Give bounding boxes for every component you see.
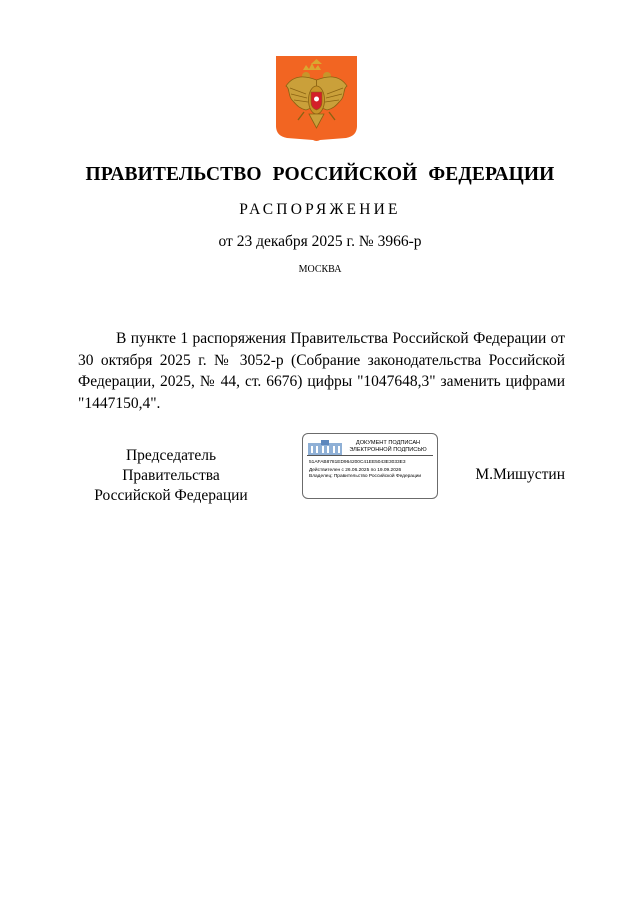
document-date-number: от 23 декабря 2025 г. № 3966-р: [218, 233, 422, 250]
russian-coat-of-arms-icon: [276, 56, 357, 142]
stamp-heading-line2: ЭЛЕКТРОННОЙ ПОДПИСЬЮ: [349, 447, 427, 453]
stamp-details: [309, 468, 435, 480]
stamp-certificate: 51AFAB8781ED964200C41EE5043E3033E3: [309, 460, 406, 465]
signer-name: М.Мишустин: [475, 466, 565, 483]
stamp-divider: [307, 455, 433, 456]
stamp-owner: Владелец: Правительство Российской Федерации: [309, 474, 422, 479]
city: МОСКВА: [298, 264, 342, 275]
stamp-heading-line1: ДОКУМЕНТ ПОДПИСАН: [355, 440, 421, 446]
document-type: РАСПОРЯЖЕНИЕ: [239, 201, 401, 218]
government-building-icon: [308, 440, 342, 455]
signer-title: [78, 446, 264, 506]
electronic-signature-stamp: [302, 433, 438, 499]
signer-title-line2: Российской Федерации: [94, 487, 248, 504]
government-title: ПРАВИТЕЛЬСТВО РОССИЙСКОЙ ФЕДЕРАЦИИ: [85, 164, 555, 185]
stamp-validity: Действителен с 26.06.2025 по 19.09.2026: [309, 468, 402, 473]
signer-title-line1: Председатель Правительства: [122, 447, 220, 484]
stamp-heading: [343, 440, 433, 454]
order-paragraph: В пункте 1 распоряжения Правительства Российской Федерации от 30 октября 2025 г. № 3052-р (Собрание законодательства Российской Федерации, 2025, № 44, ст. 6676) цифры "1047648,3" заменить цифрами "1447150,4".: [78, 330, 565, 412]
